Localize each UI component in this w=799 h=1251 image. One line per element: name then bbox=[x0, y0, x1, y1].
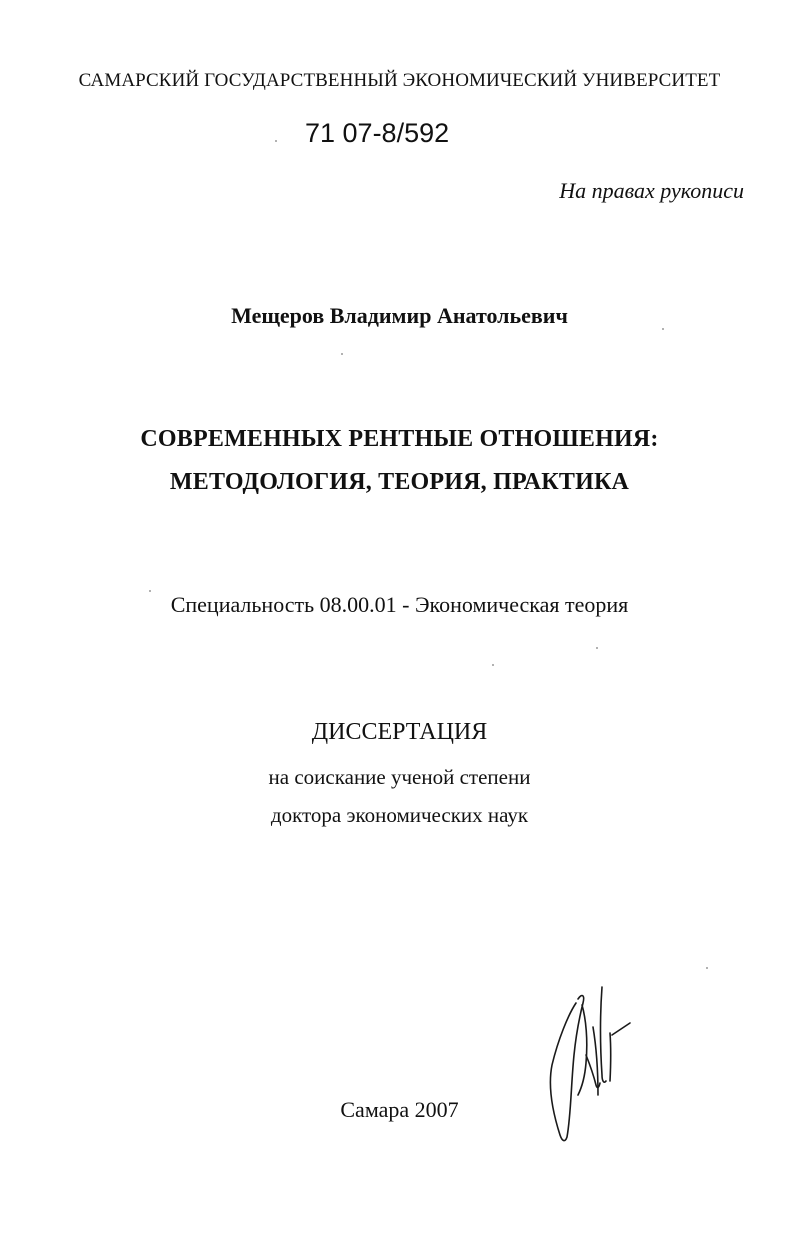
scan-speck bbox=[341, 353, 343, 355]
specialty: Специальность 08.00.01 - Экономическая теория bbox=[170, 592, 629, 617]
signature-icon bbox=[538, 985, 638, 1145]
degree-line-2: доктора экономических наук bbox=[270, 803, 529, 827]
author-name: Мещеров Владимир Анатольевич bbox=[231, 303, 568, 328]
title-line-2: МЕТОДОЛОГИЯ, ТЕОРИЯ, ПРАКТИКА bbox=[169, 469, 630, 495]
scan-speck bbox=[149, 590, 151, 592]
document-type: ДИССЕРТАЦИЯ bbox=[311, 719, 488, 745]
scan-speck bbox=[706, 967, 708, 969]
scan-speck bbox=[492, 664, 494, 666]
scan-speck bbox=[275, 140, 277, 142]
scan-speck bbox=[662, 328, 664, 330]
title-line-1: СОВРЕМЕННЫХ РЕНТНЫЕ ОТНОШЕНИЯ: bbox=[140, 426, 659, 452]
rights-note: На правах рукописи bbox=[559, 178, 744, 203]
university-name: САМАРСКИЙ ГОСУДАРСТВЕННЫЙ ЭКОНОМИЧЕСКИЙ УНИВЕРСИТЕТ bbox=[78, 70, 721, 91]
scan-speck bbox=[596, 647, 598, 649]
city-and-year: Самара 2007 bbox=[340, 1097, 459, 1122]
catalog-number: 71 07-8/592 bbox=[305, 118, 450, 148]
signature-strokes bbox=[550, 987, 630, 1141]
degree-line-1: на соискание ученой степени bbox=[268, 765, 531, 789]
